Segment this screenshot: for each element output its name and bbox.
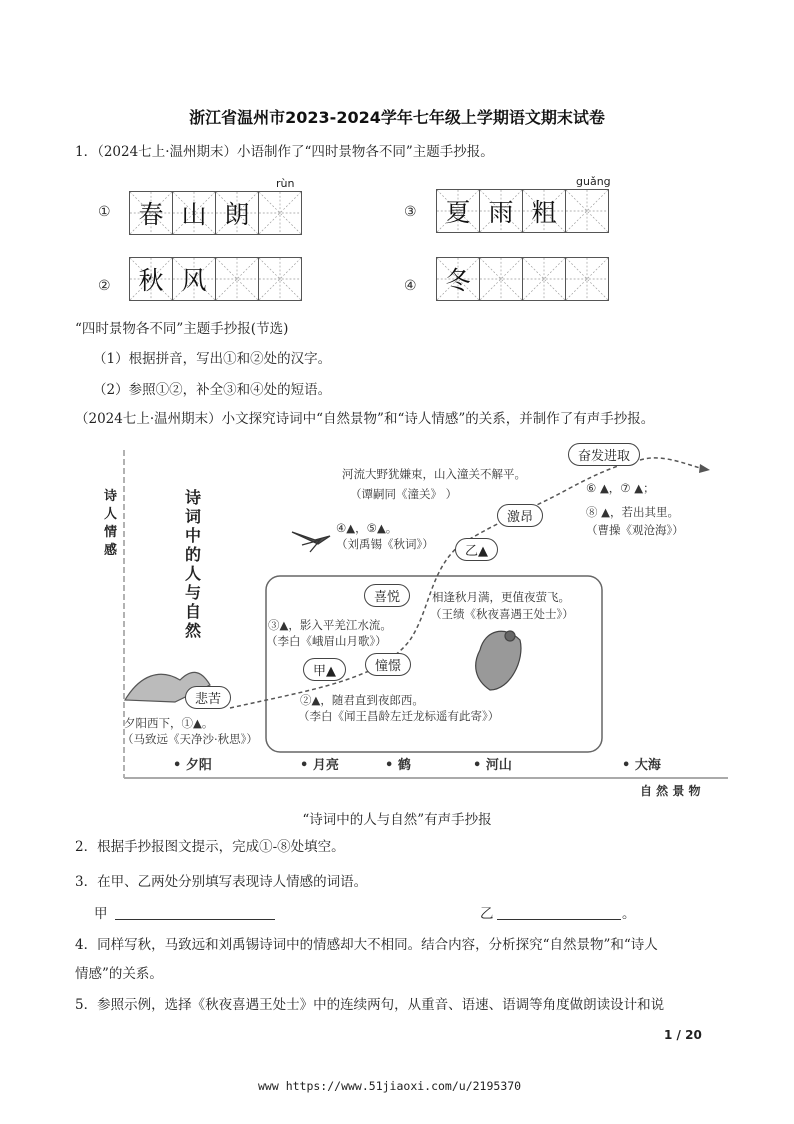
pinyin-run: rùn — [276, 177, 295, 190]
poem-guancanghai-line1: ⑥ ▲，⑦ ▲； — [586, 481, 655, 495]
emotion-jia: 甲▲ — [303, 658, 346, 681]
grid-cell: 粗 — [522, 189, 566, 233]
grid-cell-blank[interactable] — [522, 257, 566, 301]
row-num-3: ③ — [404, 204, 417, 220]
grid-guide-lines — [566, 190, 608, 232]
grid-guide-lines — [523, 258, 565, 300]
grid-cell: 朗 — [215, 191, 259, 235]
footer-url[interactable]: www https://www.51jiaoxi.com/u/2195370 — [258, 1079, 522, 1093]
q3-end: 。 — [622, 906, 636, 922]
emotion-beiku: 悲苦 — [185, 686, 231, 709]
x-item-dahai: • 大海 — [622, 758, 661, 773]
q1-sub2: （2）参照①②，补全③和④处的短语。 — [93, 382, 332, 398]
row-num-2: ② — [98, 278, 111, 294]
grid-cell: 秋 — [129, 257, 173, 301]
poem-tongguan: 河流大野犹嫌束，山入潼关不解平。 — [342, 467, 526, 481]
poem-qiuye: 相逢秋月满，更值夜萤飞。 — [432, 590, 570, 604]
grid-cell: 春 — [129, 191, 173, 235]
crane-drawing — [292, 532, 330, 552]
x-item-heshan: • 河山 — [473, 758, 512, 773]
emotion-fendoujinqu: 奋发进取 — [568, 443, 640, 466]
poem-emei-source: （李白《峨眉山月歌》） — [266, 634, 387, 648]
grid-cell: 雨 — [479, 189, 523, 233]
x-item-xiyang: • 夕阳 — [173, 758, 212, 773]
page-title: 浙江省温州市2023-2024学年七年级上学期语文期末试卷 — [189, 108, 605, 127]
poet-drawing — [476, 631, 521, 690]
page-number: 1 / 20 — [664, 1028, 702, 1042]
grid-row-3 — [437, 189, 609, 233]
row-num-1: ① — [98, 204, 111, 220]
grid-row-2 — [130, 257, 302, 301]
q3-yi-label: 乙 — [480, 906, 494, 922]
q1-caption: “四时景物各不同”主题手抄报(节选) — [75, 321, 289, 337]
poem-tianjingsha: 夕阳西下，①▲。 — [124, 716, 214, 730]
q4-line2: 情感”的关系。 — [75, 966, 163, 982]
emotion-chongjing: 憧憬 — [365, 653, 411, 676]
grid-cell-blank[interactable] — [479, 257, 523, 301]
emotion-yi: 乙▲ — [455, 538, 498, 561]
grid-guide-lines — [259, 192, 301, 234]
grid-cell: 夏 — [436, 189, 480, 233]
grid-cell: 山 — [172, 191, 216, 235]
grid-cell-blank[interactable] — [215, 257, 259, 301]
q4-line1: 4．同样写秋，马致远和刘禹锡诗词中的情感却大不相同。结合内容，分析探究“自然景物”和“诗人 — [75, 937, 658, 953]
grid-cell-blank[interactable] — [565, 257, 609, 301]
poem-wenwang: ②▲，随君直到夜郎西。 — [300, 693, 424, 707]
x-axis-label: 自 然 景 物 — [640, 784, 701, 798]
poem-wenwang-source: （李白《闻王昌龄左迁龙标遥有此寄》） — [298, 709, 500, 723]
grid-cell: 冬 — [436, 257, 480, 301]
grid-cell-blank[interactable] — [565, 189, 609, 233]
grid-cell-blank[interactable] — [258, 191, 302, 235]
poem-guancanghai-source: （曹操《观沧海》） — [586, 523, 684, 537]
x-item-yueliang: • 月亮 — [300, 758, 339, 773]
grid-cell-blank[interactable] — [258, 257, 302, 301]
q3-yi-blank[interactable] — [497, 905, 621, 920]
q1-sub1: （1）根据拼音，写出①和②处的汉字。 — [93, 351, 332, 367]
grid-guide-lines — [259, 258, 301, 300]
q1-intro: 1．（2024七上·温州期末）小语制作了“四时景物各不同”主题手抄报。 — [75, 144, 494, 160]
grid-guide-lines — [480, 258, 522, 300]
q3: 3．在甲、乙两处分别填写表现诗人情感的词语。 — [75, 874, 368, 890]
q2: 2．根据手抄报图文提示，完成①-⑧处填空。 — [75, 839, 345, 855]
poem-qiuci: ④▲，⑤▲。 — [336, 521, 398, 535]
x-item-he: • 鹤 — [385, 758, 411, 773]
q3-jia-label: 甲 — [94, 906, 108, 922]
figure-caption: “诗词中的人与自然”有声手抄报 — [302, 812, 492, 828]
poem-qiuye-source: （王绩《秋夜喜遇王处士》） — [430, 607, 574, 621]
figure-vertical-title: 诗 词 中 的 人 与 自 然 — [185, 488, 202, 640]
poem-qiuci-source: （刘禹锡《秋词》） — [336, 537, 434, 551]
emotion-jiang: 激昂 — [497, 504, 543, 527]
q5: 5．参照示例，选择《秋夜喜遇王处士》中的连续两句，从重音、语速、语调等角度做朗读设计和说 — [75, 997, 665, 1013]
grid-cell: 风 — [172, 257, 216, 301]
row-num-4: ④ — [404, 278, 417, 294]
pinyin-guang: guǎng — [576, 175, 611, 188]
poem-emei: ③▲，影入平羌江水流。 — [268, 618, 392, 632]
grid-row-4 — [437, 257, 609, 301]
y-axis-label: 诗 人 情 感 — [104, 489, 118, 558]
poem-tongguan-source: （谭嗣同《潼关》 ） — [350, 487, 458, 501]
poem-tianjingsha-source: （马致远《天净沙·秋思》） — [122, 732, 258, 746]
grid-guide-lines — [216, 258, 258, 300]
grid-row-1 — [130, 191, 302, 235]
grid-guide-lines — [566, 258, 608, 300]
q3-jia-blank[interactable] — [115, 905, 275, 920]
poem-guancanghai-line2: ⑧ ▲，若出其里。 — [586, 505, 679, 519]
q2-intro: （2024七上·温州期末）小文探究诗词中“自然景物”和“诗人情感”的关系，并制作了有声手抄报。 — [75, 411, 655, 427]
emotion-xiyue: 喜悦 — [364, 584, 410, 607]
